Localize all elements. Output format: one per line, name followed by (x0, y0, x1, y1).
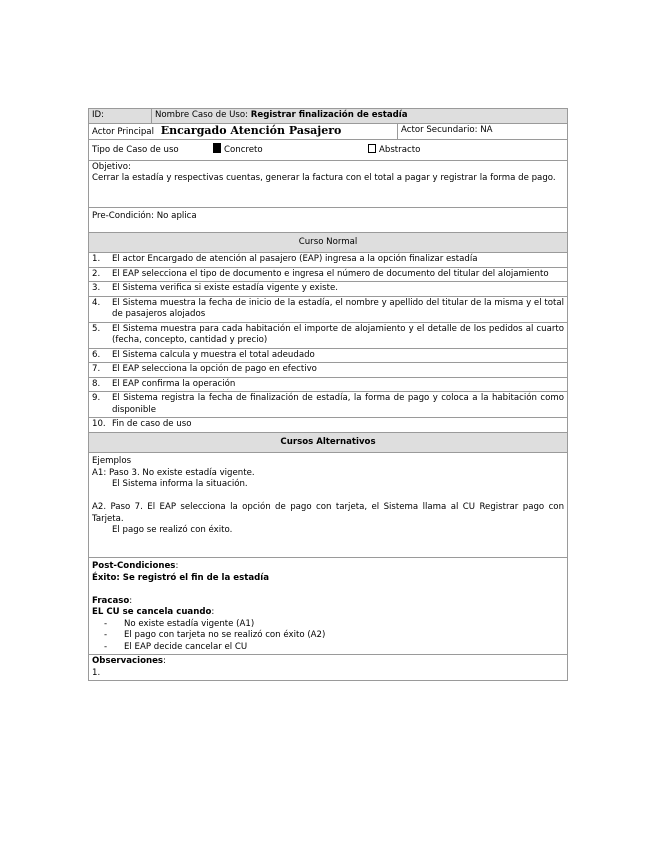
secondary-actor-label: Actor Secundario: (401, 124, 478, 135)
use-case-document (88, 108, 567, 681)
id-label: ID: (92, 110, 105, 120)
step-text: El Sistema verifica si existe estadía vigente y existe. (112, 283, 338, 293)
step-cell (89, 392, 568, 418)
step-number: 8. (92, 378, 101, 389)
alt-course-title: Cursos Alternativos (89, 432, 568, 453)
postconditions-row (89, 558, 568, 655)
cancel-reason: No existe estadía vigente (A1) (124, 618, 255, 629)
observations-label: Observaciones (92, 656, 164, 666)
precondition-text: Pre-Condición: No aplica (92, 210, 197, 221)
step-number: 1. (92, 254, 101, 264)
precondition-cell (89, 207, 568, 232)
list-item: - El EAP decide cancelar el CU (104, 641, 248, 652)
objective-cell (89, 160, 568, 207)
postconditions-cell: Post-Condiciones: Éxito: Se registró el fin de la estadía Fracaso: EL CU se cancela cuando: - No existe estadía vigente (A1) - El pago con tarjeta no se realizó con éxito (A2) - El EAP decide cancelar el CU (89, 558, 568, 655)
alt-a1-result: El Sistema informa la situación. (112, 479, 248, 489)
abstracto-checkbox[interactable] (368, 144, 376, 153)
type-label: Tipo de Caso de uso (92, 145, 179, 155)
step-number: 10. (92, 419, 106, 429)
id-cell (89, 109, 152, 124)
alt-course-header-row (89, 432, 568, 453)
alt-a1-line: A1: Paso 3. No existe estadía vigente. (92, 467, 255, 478)
step-row (89, 348, 568, 363)
step-text: El Sistema registra la fecha de finalización de estadía, la forma de pago y coloca a la habitación como disponible (112, 393, 565, 415)
post-cancel-label: EL CU se cancela cuando (92, 607, 212, 617)
cancel-reason: El pago con tarjeta no se realizó con éxito (A2) (124, 630, 326, 640)
step-number: 6. (92, 349, 101, 360)
step-number: 3. (92, 283, 101, 293)
post-success: Éxito: Se registró el fin de la estadía (92, 572, 270, 583)
step-row (89, 322, 568, 348)
use-case-name: Registrar finalización de estadía (250, 110, 408, 120)
objective-label: Objetivo: (92, 161, 131, 172)
step-cell (89, 322, 568, 348)
secondary-actor-value: NA (480, 124, 493, 135)
use-case-table (88, 108, 568, 681)
secondary-actor-cell (398, 123, 568, 140)
alt-a2-line: A2. Paso 7. El EAP selecciona la opción de pago con tarjeta, el Sistema llama al CU Registrar pago con Tarjeta. (92, 502, 565, 524)
post-failure-label: Fracaso (92, 595, 130, 606)
step-number: 2. (92, 268, 101, 279)
step-number: 9. (92, 393, 101, 403)
post-label: Post-Condiciones (92, 561, 176, 571)
step-row (89, 392, 568, 418)
type-cell (89, 140, 568, 161)
observation-item: 1. (92, 667, 101, 678)
abstracto-label: Abstracto (379, 145, 421, 155)
examples-label: Ejemplos (92, 456, 132, 466)
step-cell (89, 296, 568, 322)
step-cell (89, 253, 568, 268)
alt-course-cell (89, 453, 568, 558)
alt-a2-result: El pago se realizó con éxito. (112, 525, 233, 535)
step-cell (89, 377, 568, 392)
use-case-name-cell (152, 109, 568, 124)
primary-actor-value: Encargado Atención Pasajero (160, 123, 342, 137)
primary-actor-label: Actor Principal (92, 126, 154, 137)
normal-course-title: Curso Normal (89, 232, 568, 253)
list-item: - El pago con tarjeta no se realizó con éxito (A2) (104, 630, 326, 640)
step-text: El EAP selecciona el tipo de documento e ingresa el número de documento del titular del alojamiento (112, 268, 549, 279)
observations-row (89, 655, 568, 681)
cancel-reason: El EAP decide cancelar el CU (124, 641, 248, 652)
step-row (89, 267, 568, 282)
step-number: 7. (92, 364, 101, 374)
concreto-checkbox[interactable] (213, 143, 221, 153)
step-row (89, 363, 568, 378)
step-number: 5. (92, 323, 101, 334)
observations-cell: Observaciones: 1. (89, 655, 568, 681)
step-cell (89, 267, 568, 282)
normal-course-header-row (89, 232, 568, 253)
name-label: Nombre Caso de Uso: (155, 110, 249, 120)
step-row (89, 418, 568, 433)
step-text: El Sistema muestra la fecha de inicio de la estadía, el nombre y apellido del titular de la misma y el total de pasajeros alojados (112, 297, 565, 319)
step-number: 4. (92, 297, 101, 308)
step-cell (89, 363, 568, 378)
objective-row (89, 160, 568, 207)
list-item: - No existe estadía vigente (A1) (104, 618, 255, 629)
concreto-label: Concreto (224, 145, 263, 155)
step-text: El actor Encargado de atención al pasajero (EAP) ingresa a la opción finalizar estadía (112, 254, 478, 264)
step-text: El EAP selecciona la opción de pago en efectivo (112, 364, 317, 374)
alt-course-row (89, 453, 568, 558)
step-text: El EAP confirma la operación (112, 378, 236, 389)
step-text: El Sistema muestra para cada habitación el importe de alojamiento y el detalle de los pedidos al cuarto (fecha, concepto, cantidad y precio) (112, 323, 565, 345)
precondition-row (89, 207, 568, 232)
type-row (89, 140, 568, 161)
header-row (89, 109, 568, 124)
step-cell (89, 418, 568, 433)
step-row (89, 377, 568, 392)
step-cell (89, 348, 568, 363)
step-row (89, 282, 568, 297)
primary-actor-cell (89, 123, 398, 140)
step-text: Fin de caso de uso (112, 419, 192, 429)
step-text: El Sistema calcula y muestra el total adeudado (112, 349, 315, 360)
step-row (89, 253, 568, 268)
step-row (89, 296, 568, 322)
actors-row (89, 123, 568, 140)
objective-text: Cerrar la estadía y respectivas cuentas, generar la factura con el total a pagar y registrar la forma de pago. (92, 173, 556, 183)
step-cell (89, 282, 568, 297)
